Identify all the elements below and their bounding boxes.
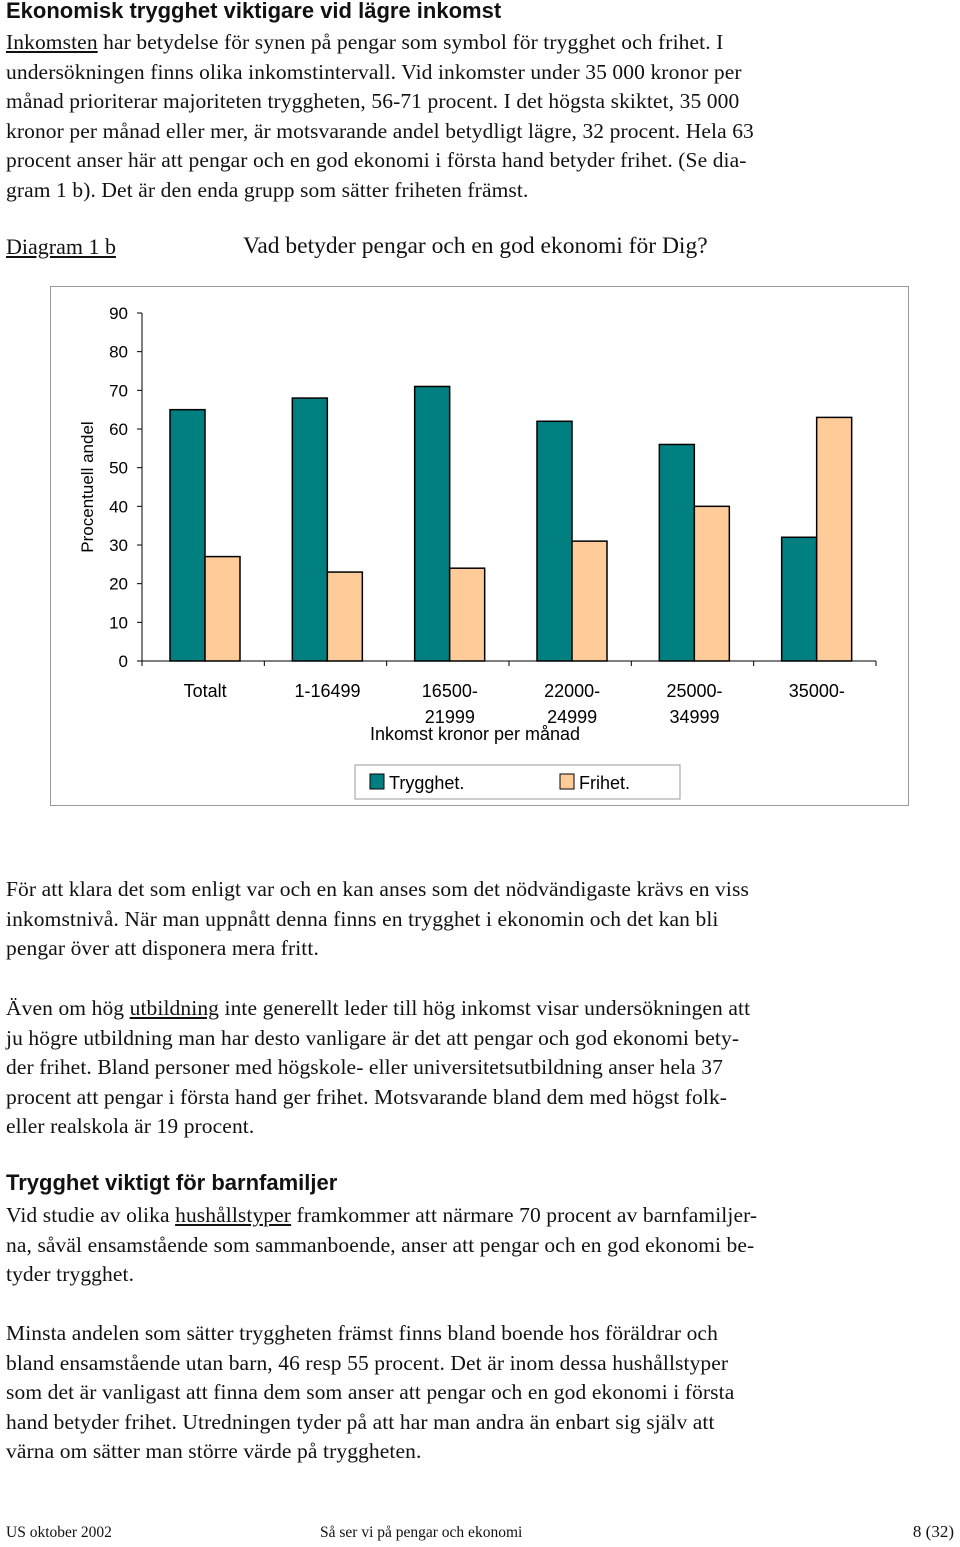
text-span: Även om hög [6,996,130,1020]
text-line: bland ensamstående utan barn, 46 resp 55 procent. Det är inom dessa hushållstyper [6,1350,729,1375]
y-tick-label: 60 [109,420,128,439]
text-line: kronor per månad eller mer, är motsvarande andel betydligt lägre, 32 procent. Hela 63 [6,118,754,143]
bar-frihet [205,557,240,661]
text-line: ju högre utbildning man har desto vanligare är det att pengar och god ekonomi bety- [6,1025,740,1050]
text-span: framkommer att närmare 70 procent av barnfamiljer- [291,1203,758,1227]
bar-trygghet [659,444,694,661]
y-tick-label: 0 [118,652,128,671]
text-line: gram 1 b). Det är den enda grupp som sätter friheten främst. [6,177,529,202]
bar-frihet [450,568,485,661]
footer-center: Så ser vi på pengar och ekonomi [320,1524,523,1541]
text-line: som det är vanligast att finna dem som anser att pengar och en god ekonomi i första [6,1380,735,1405]
bar-frihet [817,417,852,661]
text-span: Vid studie av olika [6,1203,176,1227]
text-line: pengar över att disponera mera fritt. [6,936,319,961]
text-line: procent anser här att pengar och en god ekonomi i första hand betyder frihet. (Se dia- [6,148,747,173]
text-line: der frihet. Bland personer med högskole- eller universitetsutbildning anser hela 37 [6,1055,724,1080]
text-line: eller realskola är 19 procent. [6,1114,255,1139]
text-line: värna om sätter man större värde på tryggheten. [6,1439,422,1464]
legend-swatch [560,774,574,789]
paragraph-education [6,994,956,1142]
link-inkomsten[interactable]: Inkomsten [6,30,98,54]
text-line: tyder trygghet. [6,1262,135,1287]
y-tick-label: 30 [109,536,128,555]
x-axis-label: Inkomst kronor per månad [369,724,581,744]
legend-label: Frihet. [579,773,631,793]
x-tick-label: Totalt [183,681,227,701]
text-line: hand betyder frihet. Utredningen tyder på att har man andra än enbart sig själv att [6,1409,715,1434]
bar-trygghet [415,386,450,661]
x-tick-label: 21999 [424,707,475,727]
x-tick-label: 16500- [421,681,478,701]
x-tick-label: 1-16499 [294,681,361,701]
y-tick-label: 70 [109,381,128,401]
bar-trygghet [782,537,817,661]
x-tick-label: 22000- [544,681,601,701]
paragraph-households [6,1319,956,1467]
footer-left: US oktober 2002 [6,1524,112,1541]
y-tick-label: 50 [109,458,128,478]
legend-swatch [370,774,384,789]
text-line [6,994,956,1024]
text-line: månad prioriterar majoriteten tryggheten, 56-71 procent. I det högsta skiktet, 35 000 [6,89,740,114]
footer-page-number: 8 (32) [912,1522,954,1541]
y-tick-label: 40 [109,497,128,517]
bar-frihet [694,506,729,661]
bar-trygghet [292,398,327,661]
x-tick-label: 35000- [788,681,845,701]
section-heading-income: Ekonomisk trygghet viktigare vid lägre inkomst [6,0,502,23]
text-line: För att klara det som enligt var och en kan anses som det nödvändigaste krävs en viss [6,877,749,901]
bar-frihet [327,572,362,661]
bar-frihet [572,541,607,661]
x-tick-label: 34999 [669,707,720,727]
text-line: procent att pengar i första hand ger frihet. Motsvarande bland dem med högst folk- [6,1084,728,1109]
x-tick-label: 25000- [666,681,723,701]
y-tick-label: 90 [109,304,128,323]
text-line: na, såväl ensamstående som sammanboende, anser att pengar och en god ekonomi be- [6,1232,755,1257]
link-utbildning[interactable]: utbildning [129,996,220,1020]
link-hushallstyper[interactable]: hushållstyper [175,1203,292,1227]
y-tick-label: 80 [109,342,128,362]
paragraph-families [6,1201,956,1290]
y-tick-label: 20 [109,574,128,594]
bar-trygghet [170,410,205,661]
text-line: undersökningen finns olika inkomstintervall. Vid inkomster under 35 000 kronor per [6,59,742,84]
text-line: Minsta andelen som sätter tryggheten främst finns bland boende hos föräldrar och [6,1321,718,1345]
y-axis-label: Procentuell andel [78,421,97,553]
legend-label: Trygghet. [389,773,465,793]
section-heading-families: Trygghet viktigt för barnfamiljer [6,1170,338,1195]
paragraph-income-level [6,875,956,964]
text-line [6,1201,956,1231]
text-span: inte generellt leder till hög inkomst visar undersökningen att [219,996,751,1020]
diagram-label-text[interactable]: Diagram 1 b [6,234,116,259]
bar-trygghet [537,421,572,661]
y-tick-label: 10 [109,613,128,633]
text-line: inkomstnivå. När man uppnått denna finns en trygghet i ekonomin och det kan bli [6,906,719,931]
x-tick-label: 24999 [547,707,598,727]
diagram-title: Vad betyder pengar och en god ekonomi för Dig? [243,233,708,259]
text-span: har betydelse för synen på pengar som symbol för trygghet och frihet. I [97,30,724,54]
